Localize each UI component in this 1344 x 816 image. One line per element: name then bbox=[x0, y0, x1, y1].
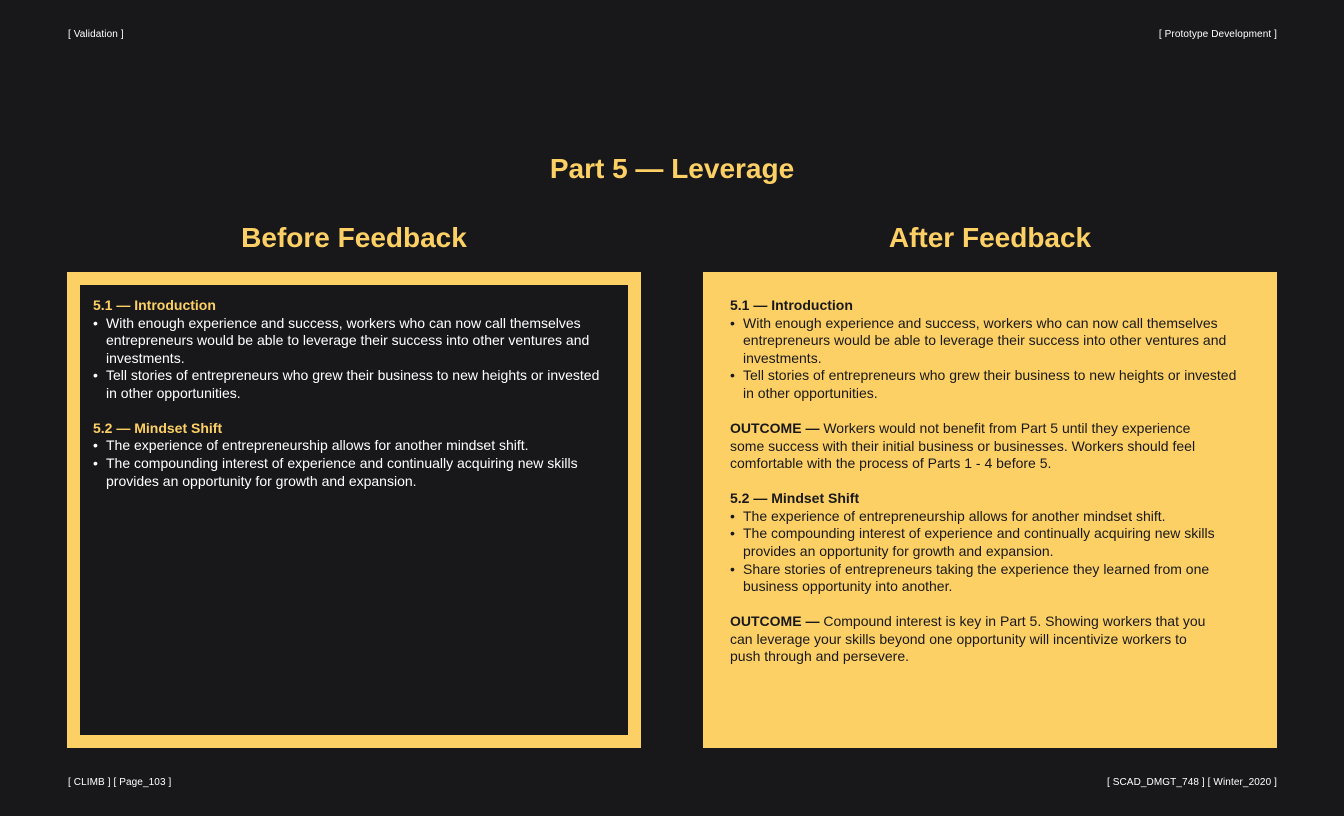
list-item-text: The experience of entrepreneurship allows for another mindset shift. bbox=[743, 507, 1166, 524]
bullet-icon: • bbox=[730, 367, 735, 384]
list-item-text: Tell stories of entrepreneurs who grew their business to new heights or invested in other opportunities. bbox=[106, 367, 600, 401]
outcome-paragraph bbox=[730, 613, 1220, 666]
list-item-text: The experience of entrepreneurship allows for another mindset shift. bbox=[106, 437, 529, 454]
section-title: 5.1 — Introduction bbox=[93, 297, 216, 313]
section-title: 5.2 — Mindset Shift bbox=[730, 490, 860, 507]
outcome-label: OUTCOME — bbox=[730, 613, 820, 630]
list-item bbox=[730, 508, 1238, 526]
list-item-text: With enough experience and success, workers who can now call themselves entrepreneurs would be able to leverage their success into other ventures and investments. bbox=[106, 314, 590, 366]
bullet-icon: • bbox=[730, 525, 735, 542]
bullet-icon: • bbox=[93, 455, 98, 472]
spacer bbox=[93, 402, 615, 420]
list-item bbox=[93, 367, 601, 402]
bullet-list bbox=[93, 437, 615, 490]
spacer bbox=[730, 473, 1250, 491]
outcome-paragraph bbox=[730, 420, 1220, 473]
footer-left-label: [ CLIMB ] [ Page_103 ] bbox=[68, 777, 172, 788]
bullet-list bbox=[730, 315, 1250, 403]
bullet-icon: • bbox=[93, 367, 98, 384]
bullet-icon: • bbox=[93, 314, 98, 331]
bullet-icon: • bbox=[93, 437, 98, 454]
list-item bbox=[730, 525, 1238, 560]
before-feedback-content bbox=[80, 285, 628, 735]
list-item bbox=[730, 561, 1238, 596]
list-item-text: Share stories of entrepreneurs taking the experience they learned from one business opportunity into another. bbox=[743, 560, 1210, 595]
outcome-text: Compound interest is key in Part 5. Showing workers that you can leverage your skills beyond one opportunity will incentivize workers to push through and persevere. bbox=[730, 613, 1206, 665]
after-feedback-heading: After Feedback bbox=[888, 222, 1092, 253]
outcome-label: OUTCOME — bbox=[730, 419, 820, 436]
spacer bbox=[730, 402, 1250, 420]
list-item-text: Tell stories of entrepreneurs who grew their business to new heights or invested in other opportunities. bbox=[743, 367, 1237, 401]
list-item bbox=[730, 315, 1238, 368]
bullet-list bbox=[730, 508, 1250, 596]
bullet-list bbox=[93, 315, 615, 403]
list-item-text: With enough experience and success, workers who can now call themselves entrepreneurs would be able to leverage their success into other ventures and investments. bbox=[743, 314, 1227, 366]
footer-right-label: [ SCAD_DMGT_748 ] [ Winter_2020 ] bbox=[1106, 777, 1277, 788]
bullet-icon: • bbox=[730, 507, 735, 524]
before-feedback-panel bbox=[67, 272, 641, 748]
page-title: Part 5 — Leverage bbox=[549, 153, 795, 184]
bullet-icon: • bbox=[730, 560, 735, 577]
spacer bbox=[730, 596, 1250, 614]
list-item bbox=[93, 315, 601, 368]
header-right-label: [ Prototype Development ] bbox=[1158, 29, 1277, 40]
list-item-text: The compounding interest of experience and continually acquiring new skills provides an opportunity for growth and expansion. bbox=[743, 525, 1215, 559]
bullet-icon: • bbox=[730, 314, 735, 331]
list-item bbox=[730, 367, 1238, 402]
section-title: 5.2 — Mindset Shift bbox=[93, 419, 223, 436]
section-title: 5.1 — Introduction bbox=[730, 297, 853, 313]
list-item bbox=[93, 437, 601, 455]
outcome-text: Workers would not benefit from Part 5 until they experience some success with their initial business or businesses. Workers should feel comfortable with the process of Parts 1 - 4 before 5. bbox=[730, 419, 1196, 472]
before-feedback-heading: Before Feedback bbox=[241, 222, 467, 253]
list-item-text: The compounding interest of experience and continually acquiring new skills provides an opportunity for growth and expansion. bbox=[106, 455, 578, 489]
header-left-label: [ Validation ] bbox=[68, 29, 124, 40]
after-feedback-panel bbox=[703, 272, 1277, 748]
list-item bbox=[93, 455, 601, 490]
